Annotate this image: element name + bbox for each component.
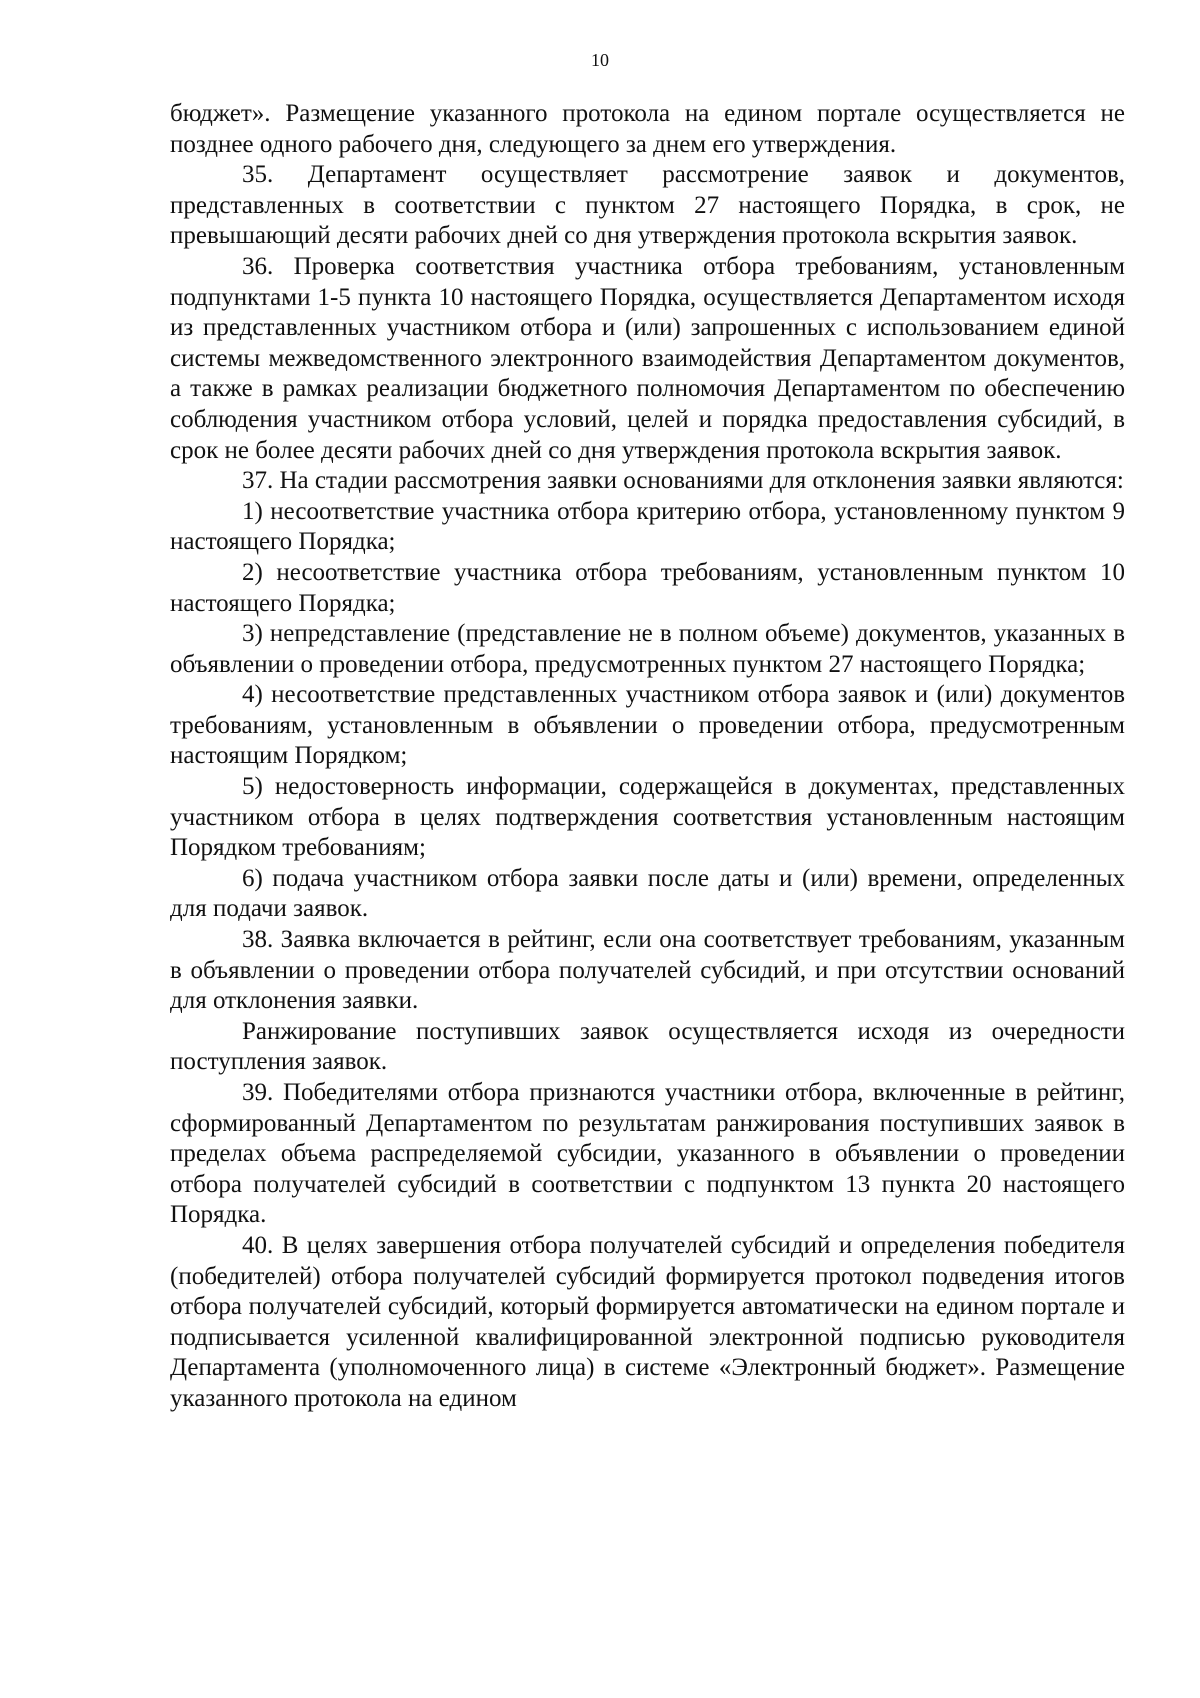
list-item-4: 4) несоответствие представленных участником отбора заявок и (или) документов требованиям, установленным в объявлении о проведении отбора, предусмотренным настоящим Порядком; (170, 681, 1125, 770)
paragraph-38: 38. Заявка включается в рейтинг, если она соответствует требованиям, указанным в объявлении о проведении отбора получателей субсидий, и при отсутствии оснований для отклонения заявки. (170, 926, 1125, 1015)
list-item-5: 5) недостоверность информации, содержащейся в документах, представленных участником отбора в целях подтверждения соответствия установленным настоящим Порядком требованиям; (170, 773, 1125, 862)
paragraph-39: 39. Победителями отбора признаются участники отбора, включенные в рейтинг, сформированный Департаментом по результатам ранжирования поступивших заявок в пределах объема распределяемой субсидии, указанного в объявлении о проведении отбора получателей субсидий в соответствии с подпунктом 13 пункта 20 настоящего Порядка. (170, 1079, 1125, 1229)
paragraph-35: 35. Департамент осуществляет рассмотрение заявок и документов, представленных в соответствии с пунктом 27 настоящего Порядка, в срок, не превышающий десяти рабочих дней со дня утверждения протокола вскрытия заявок. (170, 161, 1125, 250)
list-item-6: 6) подача участником отбора заявки после даты и (или) времени, определенных для подачи заявок. (170, 864, 1125, 923)
document-body (170, 99, 1125, 1415)
list-item-2: 2) несоответствие участника отбора требованиям, установленным пунктом 10 настоящего Порядка; (170, 558, 1125, 617)
list-item-1: 1) несоответствие участника отбора критерию отбора, установленному пунктом 9 настоящего Порядка; (170, 497, 1125, 556)
paragraph-37: 37. На стадии рассмотрения заявки основаниями для отклонения заявки являются: (242, 467, 1124, 495)
paragraph-40: 40. В целях завершения отбора получателей субсидий и определения победителя (победителей) отбора получателей субсидий формируется протокол подведения итогов отбора получателей субсидий, который формируется автоматически на едином портале и подписывается усиленной квалифицированной электронной подписью руководителя Департамента (уполномоченного лица) в системе «Электронный бюджет». Размещение указанного протокола на едином (170, 1231, 1125, 1412)
paragraph-continuation: бюджет». Размещение указанного протокола на едином портале осуществляется не позднее одного рабочего дня, следующего за днем его утверждения. (170, 100, 1125, 158)
paragraph-ranking: Ранжирование поступивших заявок осуществляется исходя из очередности поступления заявок. (170, 1017, 1125, 1076)
list-item-3: 3) непредставление (представление не в полном объеме) документов, указанных в объявлении о проведении отбора, предусмотренных пунктом 27 настоящего Порядка; (170, 620, 1125, 678)
paragraph-36: 36. Проверка соответствия участника отбора требованиям, установленным подпунктами 1-5 пункта 10 настоящего Порядка, осуществляется Департаментом исходя из представленных участником отбора и (или) запрошенных с использованием единой системы межведомственного электронного взаимодействия Департаментом документов, а также в рамках реализации бюджетного полномочия Департаментом по обеспечению соблюдения участником отбора условий, целей и порядка предоставления субсидий, в срок не более десяти рабочих дней со дня утверждения протокола вскрытия заявок. (170, 252, 1125, 464)
page-number: 10 (591, 50, 609, 70)
